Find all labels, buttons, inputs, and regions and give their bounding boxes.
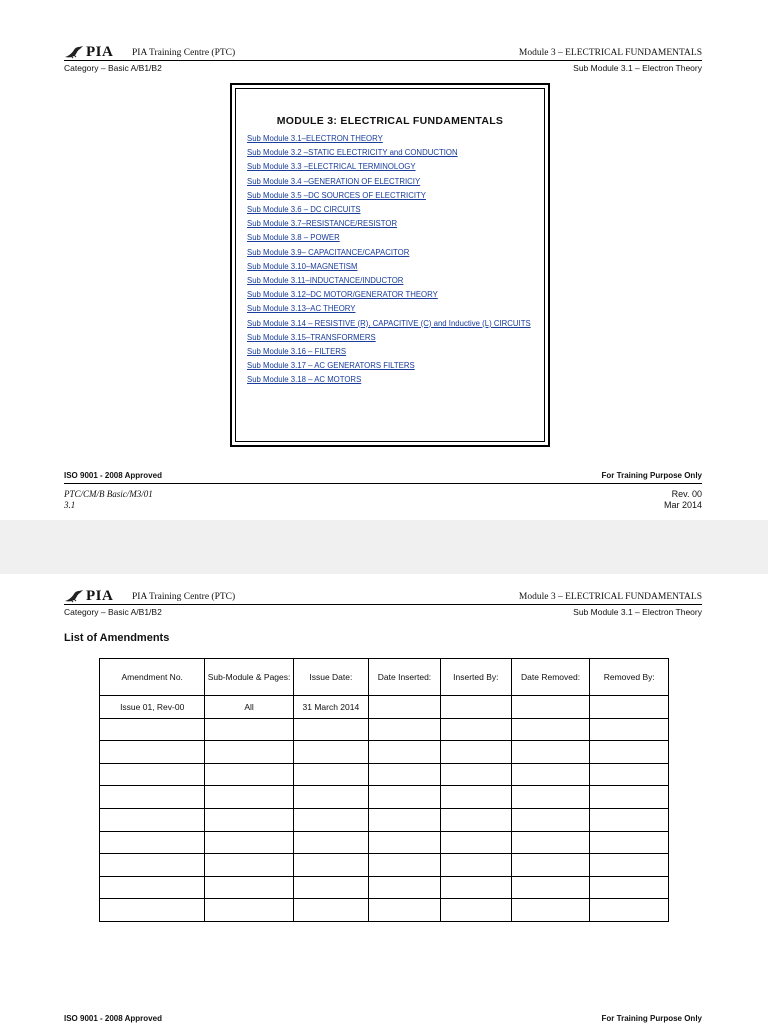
toc-link[interactable]: Sub Module 3.10–MAGNETISM: [247, 261, 358, 271]
toc-link[interactable]: Sub Module 3.1–ELECTRON THEORY: [247, 134, 383, 143]
logo-text: PIA: [86, 44, 114, 60]
table-row: [100, 876, 669, 899]
table-cell: [100, 831, 205, 854]
toc-item: [247, 359, 537, 373]
table-row: [100, 718, 669, 741]
revision: Rev. 00: [671, 489, 702, 499]
toc-link[interactable]: Sub Module 3.4 –GENERATION OF ELECTRICIY: [247, 176, 421, 186]
column-header: Amendment No.: [100, 659, 205, 696]
table-cell: [590, 899, 669, 922]
table-cell: [590, 741, 669, 764]
table-row: [100, 854, 669, 877]
toc-link[interactable]: Sub Module 3.16 – FILTERS: [247, 347, 347, 357]
table-cell: [369, 876, 441, 899]
doc-info: [64, 489, 153, 511]
table-cell: [511, 808, 590, 831]
table-row: [100, 786, 669, 809]
table-cell: [511, 763, 590, 786]
toc-link[interactable]: Sub Module 3.17 – AC GENERATORS FILTERS: [247, 361, 415, 371]
table-row: [100, 808, 669, 831]
table-cell: [100, 899, 205, 922]
table-cell: [293, 718, 368, 741]
table-cell: [100, 741, 205, 764]
toc-item: [247, 331, 537, 345]
toc-item: [247, 302, 537, 316]
table-cell: All: [205, 696, 293, 719]
category-label: Category – Basic A/B1/B2: [64, 63, 162, 73]
table-cell: [590, 786, 669, 809]
pia-logo: [64, 45, 113, 59]
table-cell: [293, 763, 368, 786]
table-cell: [369, 808, 441, 831]
table-cell: [440, 786, 511, 809]
table-cell: [440, 899, 511, 922]
table-cell: [590, 718, 669, 741]
toc-link[interactable]: Sub Module 3.9– CAPACITANCE/CAPACITOR: [247, 247, 410, 257]
iso-label: ISO 9001 - 2008 Approved: [64, 471, 162, 480]
toc-item: [247, 175, 537, 189]
crane-icon: [64, 45, 84, 59]
toc-item: [247, 160, 537, 174]
purpose-label: For Training Purpose Only: [601, 1014, 702, 1023]
purpose-label: For Training Purpose Only: [601, 471, 702, 480]
table-cell: [205, 854, 293, 877]
table-cell: [205, 831, 293, 854]
table-cell: [440, 876, 511, 899]
table-cell: [293, 876, 368, 899]
table-cell: [205, 876, 293, 899]
toc-item: [247, 260, 537, 274]
table-cell: [293, 808, 368, 831]
sub-header: [64, 607, 702, 619]
table-cell: [590, 876, 669, 899]
iso-label: ISO 9001 - 2008 Approved: [64, 1014, 162, 1023]
table-cell: [590, 854, 669, 877]
module-title: Module 3 – ELECTRICAL FUNDAMENTALS: [518, 592, 702, 602]
table-cell: [590, 831, 669, 854]
toc-link[interactable]: Sub Module 3.18 – AC MOTORS: [247, 375, 362, 385]
table-cell: [590, 808, 669, 831]
table-cell: [511, 696, 590, 719]
toc-inner-border: [235, 88, 545, 442]
table-header-row: [100, 659, 669, 696]
toc-link[interactable]: Sub Module 3.8 – POWER: [247, 233, 340, 243]
table-cell: [440, 831, 511, 854]
table-row: [100, 831, 669, 854]
table-cell: [293, 854, 368, 877]
toc-link[interactable]: Sub Module 3.15–TRANSFORMERS: [247, 332, 376, 342]
table-cell: [511, 854, 590, 877]
revision-date: Mar 2014: [663, 500, 702, 510]
table-cell: [369, 741, 441, 764]
module-title: Module 3 – ELECTRICAL FUNDAMENTALS: [518, 48, 702, 58]
toc-link[interactable]: Sub Module 3.2 –STATIC ELECTRICITY and CONDUCTION: [247, 148, 458, 158]
category-label: Category – Basic A/B1/B2: [64, 607, 162, 617]
toc-link[interactable]: Sub Module 3.5 –DC SOURCES OF ELECTRICITY: [247, 190, 426, 200]
toc-link[interactable]: Sub Module 3.12–DC MOTOR/GENERATOR THEORY: [247, 290, 438, 300]
table-cell: 31 March 2014: [293, 696, 368, 719]
table-cell: [369, 718, 441, 741]
toc-item: [247, 132, 537, 146]
toc-item: [247, 345, 537, 359]
toc-item: [247, 317, 537, 331]
toc-link[interactable]: Sub Module 3.11–INDUCTANCE/INDUCTOR: [247, 276, 404, 286]
table-cell: [440, 763, 511, 786]
table-cell: [205, 741, 293, 764]
table-cell: [440, 718, 511, 741]
table-cell: Issue 01, Rev-00: [100, 696, 205, 719]
column-header: Removed By:: [590, 659, 669, 696]
table-cell: [100, 808, 205, 831]
table-cell: [205, 786, 293, 809]
toc-item: [247, 288, 537, 302]
table-cell: [369, 899, 441, 922]
table-row: [100, 763, 669, 786]
table-row: [100, 696, 669, 719]
table-cell: [205, 718, 293, 741]
table-cell: [205, 808, 293, 831]
table-cell: [369, 854, 441, 877]
doc-code: PTC/CM/B Basic/M3/01: [64, 489, 153, 499]
toc-link[interactable]: Sub Module 3.3 –ELECTRICAL TERMINOLOGY: [247, 162, 416, 172]
table-cell: [511, 876, 590, 899]
table-cell: [369, 786, 441, 809]
table-row: [100, 899, 669, 922]
column-header: Date Removed:: [511, 659, 590, 696]
page-number: 3.1: [64, 500, 76, 510]
toc-item: [247, 217, 537, 231]
toc-list: [247, 132, 537, 388]
page-header: [64, 588, 702, 605]
table-cell: [293, 831, 368, 854]
table-cell: [511, 741, 590, 764]
table-cell: [100, 763, 205, 786]
table-cell: [440, 808, 511, 831]
toc-link[interactable]: Sub Module 3.14 – RESISTIVE (R), CAPACITIVE (C) and Inductive (L) CIRCUITS: [247, 318, 531, 328]
table-cell: [293, 741, 368, 764]
table-cell: [369, 763, 441, 786]
toc-link[interactable]: Sub Module 3.13–AC THEORY: [247, 304, 356, 314]
table-cell: [100, 854, 205, 877]
table-cell: [511, 899, 590, 922]
table-cell: [590, 763, 669, 786]
page-header: [64, 44, 702, 61]
pia-logo: [64, 589, 113, 603]
table-cell: [440, 696, 511, 719]
table-cell: [440, 741, 511, 764]
centre-name: PIA Training Centre (PTC): [132, 592, 236, 602]
amendments-table: [99, 658, 669, 922]
toc-box: [230, 83, 550, 447]
table-cell: [511, 786, 590, 809]
table-body: [100, 696, 669, 922]
table-cell: [440, 854, 511, 877]
submodule-label: Sub Module 3.1 – Electron Theory: [573, 607, 702, 617]
toc-item: [247, 373, 537, 387]
logo-text: PIA: [86, 588, 114, 604]
column-header: Date Inserted:: [369, 659, 441, 696]
toc-link[interactable]: Sub Module 3.7–RESISTANCE/RESISTOR: [247, 219, 398, 229]
toc-item: [247, 231, 537, 245]
toc-title: MODULE 3: ELECTRICAL FUNDAMENTALS: [276, 115, 504, 127]
table-cell: [100, 718, 205, 741]
toc-item: [247, 246, 537, 260]
crane-icon: [64, 589, 84, 603]
revision-info: [664, 489, 702, 511]
table-cell: [205, 899, 293, 922]
toc-item: [247, 274, 537, 288]
submodule-label: Sub Module 3.1 – Electron Theory: [573, 63, 702, 73]
amendments-title: List of Amendments: [64, 632, 170, 644]
column-header: Issue Date:: [293, 659, 368, 696]
table-cell: [293, 786, 368, 809]
table-cell: [100, 876, 205, 899]
centre-name: PIA Training Centre (PTC): [132, 48, 236, 58]
table-cell: [369, 696, 441, 719]
toc-item: [247, 189, 537, 203]
toc-item: [247, 203, 537, 217]
table-cell: [590, 696, 669, 719]
table-cell: [511, 718, 590, 741]
table-row: [100, 741, 669, 764]
table-cell: [205, 763, 293, 786]
table-cell: [293, 899, 368, 922]
table-cell: [511, 831, 590, 854]
page-2: [0, 574, 768, 1024]
table-cell: [100, 786, 205, 809]
table-cell: [369, 831, 441, 854]
footer-approval: [64, 471, 702, 484]
toc-link[interactable]: Sub Module 3.6 – DC CIRCUITS: [247, 205, 361, 215]
sub-header: [64, 63, 702, 75]
column-header: Sub-Module & Pages:: [205, 659, 293, 696]
toc-item: [247, 146, 537, 160]
column-header: Inserted By:: [440, 659, 511, 696]
